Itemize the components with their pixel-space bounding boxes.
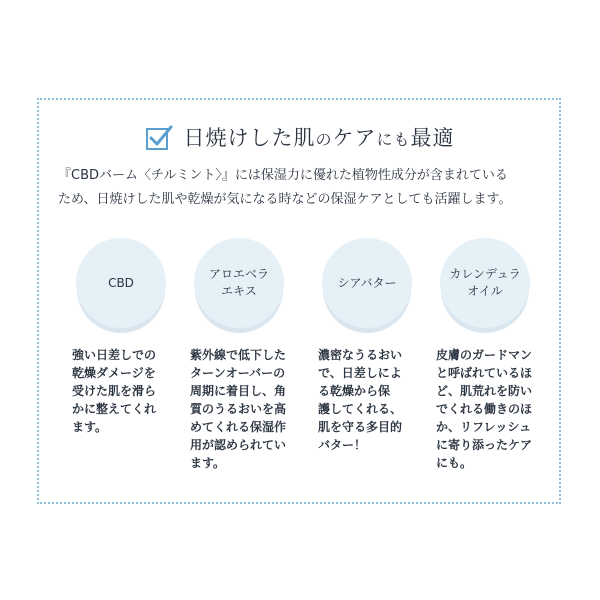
desc-line: と呼ばれているほ xyxy=(436,366,533,380)
desc-line: 紫外線で低下した xyxy=(190,348,287,362)
ingredient-circle: CBD xyxy=(76,238,166,328)
checkbox-check-icon xyxy=(145,123,173,151)
desc-line: かに整えてくれ xyxy=(72,402,157,416)
desc-line: ます。 xyxy=(72,420,108,434)
intro-line: 『CBDバーム〈チルミント〉』には保湿力に優れた植物性成分が含まれている xyxy=(58,168,508,183)
desc-line: 護してくれる、 xyxy=(318,402,403,416)
ingredient-description xyxy=(72,346,184,436)
desc-line: 皮膚のガードマン xyxy=(436,348,533,362)
ingredient-circle: アロエベラ エキス xyxy=(194,238,284,328)
desc-line: で、日差しによ xyxy=(318,366,402,380)
ingredient-description xyxy=(318,346,430,454)
intro-paragraph xyxy=(58,164,558,212)
desc-line: 質のうるおいを高 xyxy=(190,402,287,416)
desc-line: ど、肌荒れを防い xyxy=(436,384,533,398)
title-text-4: にも xyxy=(376,130,411,149)
desc-line: に寄り添ったケア xyxy=(436,438,533,452)
ingredient-circle: カレンデュラ オイル xyxy=(440,238,530,328)
desc-line: でくれる働きのほ xyxy=(436,402,533,416)
title-text-5: 最適 xyxy=(410,126,455,150)
title-text-1: 日焼けした肌 xyxy=(183,126,316,150)
desc-line: にも。 xyxy=(436,456,473,470)
desc-line: 強い日差しでの xyxy=(72,348,157,362)
desc-line: 乾燥ダメージを xyxy=(72,366,156,380)
desc-line: ます。 xyxy=(190,456,226,470)
desc-line: ターンオーバーの xyxy=(190,366,286,380)
ingredient-description xyxy=(436,346,548,472)
title-text-2: の xyxy=(315,130,333,149)
desc-line: 肌を守る多目的 xyxy=(318,420,403,434)
desc-line: バター！ xyxy=(318,438,367,452)
page-title xyxy=(183,122,454,152)
desc-line: 受けた肌を滑ら xyxy=(72,384,157,398)
ingredient-description xyxy=(190,346,302,472)
intro-line: ため、日焼けした肌や乾燥が気になる時などの保湿ケアとしても活躍します。 xyxy=(58,192,512,207)
ingredient-cards xyxy=(72,232,532,472)
desc-line: か、リフレッシュ xyxy=(436,420,532,434)
desc-line: めてくれる保湿作 xyxy=(190,420,287,434)
section-heading xyxy=(0,122,600,152)
desc-line: 濃密なうるおい xyxy=(318,348,403,362)
title-text-3: ケア xyxy=(332,126,377,150)
desc-line: る乾燥から保 xyxy=(318,384,391,398)
desc-line: 周期に着目し、角 xyxy=(190,384,287,398)
ingredient-circle: シアバター xyxy=(322,238,412,328)
desc-line: 用が認められてい xyxy=(190,438,287,452)
